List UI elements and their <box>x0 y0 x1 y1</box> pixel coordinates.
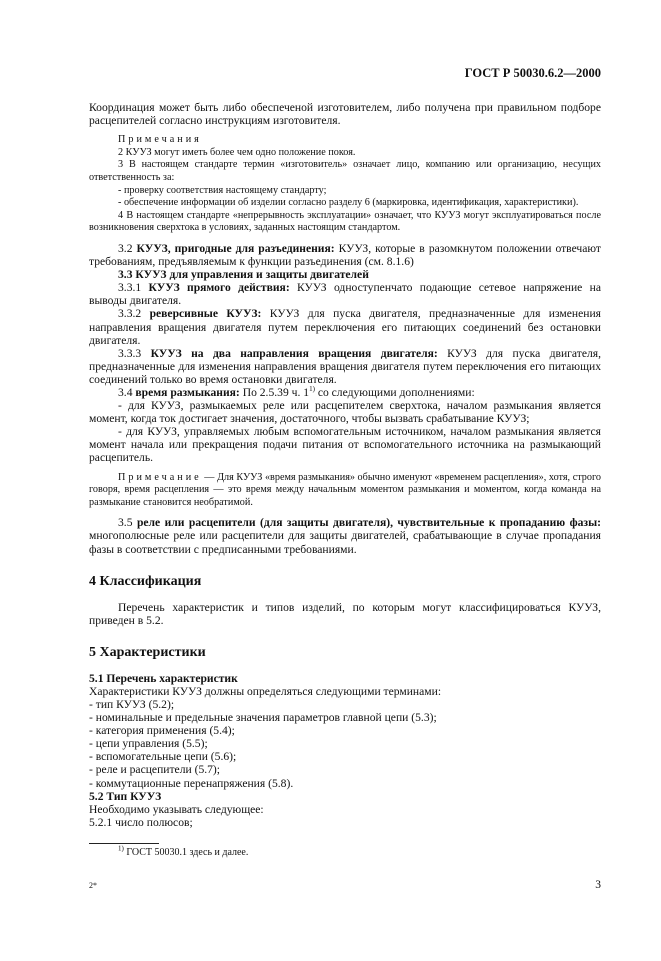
note-text: — Для КУУЗ «время размыкания» обычно именуют «временем расцепления», хотя, строго говоря, время расцепления — это время между начальным моментом размыкания и моментом, когда команда на размыкание становится необратимой. <box>89 471 601 508</box>
clause-5-1-text: Характеристики КУУЗ должны определяться следующими терминами: <box>89 684 442 698</box>
page-body <box>89 101 601 829</box>
clause-3-4-a: - для КУУЗ, размыкаемых реле или расцепителем сверхтока, началом размыкания является момент, когда ток достигает значения, достаточного, чтобы вызвать срабатывание КУУЗ; <box>89 399 601 426</box>
definition: КУУЗ, которые в разомкнутом положении отвечают требованиям, предъявляемым к функции разъединения (см. 8.1.6) <box>89 241 601 269</box>
definition: По 2.5.39 ч. 1 <box>239 385 310 399</box>
note-title: Примечание <box>118 471 202 483</box>
list-item: - коммутационные перенапряжения (5.8). <box>89 776 294 790</box>
footnote-text: ГОСТ 50030.1 здесь и далее. <box>123 846 249 858</box>
definition: КУУЗ для пуска двигателя, предназначенные для изменения направления вращения двигателя путем переключения его питающих соединений без остановки двигателя. <box>89 307 601 347</box>
clause-num: 3.2 <box>118 241 137 255</box>
note-3a: - проверку соответствия настоящему стандарту; <box>118 184 327 196</box>
clause-5-1 <box>89 672 601 685</box>
section-4-text: Перечень характеристик и типов изделий, по которым могут классифицироваться КУУЗ, приведен в 5.2. <box>89 600 601 627</box>
document-header: ГОСТ Р 50030.6.2—2000 <box>464 66 601 80</box>
clause-3-3-3 <box>89 347 601 386</box>
intro-paragraph: Координация может быть либо обеспеченой изготовителем, либо получена при правильном подборе расцепителей согласно инструкциям изготовителя. <box>89 101 601 128</box>
list-item: - реле и расцепители (5.7); <box>89 763 221 777</box>
clause-3-4 <box>89 386 601 399</box>
note-3b: - обеспечение информации об изделии согласно разделу 6 (маркировка, идентификация, характеристики). <box>118 197 579 209</box>
term: реле или расцепители (для защиты двигателя), чувствительные к пропаданию фазы: <box>136 516 601 530</box>
signature-mark: 2* <box>89 880 97 890</box>
page-bar <box>89 879 601 891</box>
clause-num: 3.3.2 <box>118 307 150 321</box>
list-item: - цепи управления (5.5); <box>89 737 208 751</box>
note-3-4 <box>89 472 601 510</box>
section-5-title: 5 Характеристики <box>89 644 206 660</box>
clause-5-2-1: 5.2.1 число полюсов; <box>89 815 193 829</box>
definition: многополюсные реле или расцепители для защиты двигателей, срабатывающие в случае пропадания фазы в соответствии с предписанными требованиями. <box>89 529 601 556</box>
definition-cont: со следующими дополнениями: <box>314 385 475 399</box>
notes-block <box>89 134 601 235</box>
clause-3-2 <box>89 242 601 268</box>
term: КУУЗ прямого действия: <box>148 281 290 295</box>
definition: КУУЗ для пуска двигателя, предназначенные для изменения направления вращения двигателя путем переключения его питающих соединений только во время остановки двигателя. <box>89 346 601 386</box>
footnote-ref: 1) <box>309 385 315 394</box>
clause-3-5 <box>89 516 601 555</box>
term: время размыкания: <box>135 385 240 399</box>
list-item: - тип КУУЗ (5.2); <box>89 697 175 711</box>
clause-3-3 <box>89 268 601 281</box>
clause-5-2 <box>89 790 601 803</box>
clause-num: 3.4 <box>118 385 136 399</box>
subheading: 5.1 Перечень характеристик <box>89 671 238 685</box>
note-3: 3 В настоящем стандарте термин «изготовитель» означает лицо, компанию или организацию, несущих ответственность за: <box>89 159 601 183</box>
clause-3-3-2 <box>89 307 601 346</box>
notes-title: Примечания <box>118 134 202 146</box>
term: КУУЗ, пригодные для разъединения: <box>136 241 335 255</box>
clause-num: 3.5 <box>118 516 137 530</box>
list-item: - номинальные и предельные значения параметров главной цепи (5.3); <box>89 711 437 725</box>
clause-3-4-b: - для КУУЗ, управляемых любым вспомогательным источником, началом размыкания является момент начала или прекращения подачи питания от вспомогательного источника на размыкающий расцепитель. <box>89 425 601 465</box>
clause-num: 3.3.1 <box>118 281 149 295</box>
page-number: 3 <box>595 878 601 891</box>
term: реверсивные КУУЗ: <box>149 307 262 321</box>
note-2: 2 КУУЗ могут иметь более чем одно положение покоя. <box>118 146 356 158</box>
footnote <box>89 844 601 859</box>
subheading: 5.2 Тип КУУЗ <box>89 789 162 803</box>
note-4: 4 В настоящем стандарте «непрерывность эксплуатации» означает, что КУУЗ могут эксплуатироваться после возникновения сверхтока в условиях, заданных настоящим стандартом. <box>89 209 601 234</box>
term: КУУЗ на два направления вращения двигателя: <box>150 346 438 360</box>
list-item: - категория применения (5.4); <box>89 724 235 738</box>
footnote-divider <box>89 843 159 844</box>
clause-num: 3.3.3 <box>118 346 151 360</box>
section-4-title: 4 Классификация <box>89 573 202 589</box>
clause-5-2-text: Необходимо указывать следующее: <box>89 802 264 816</box>
footnote-mark: 1) <box>118 844 124 853</box>
page-footer <box>89 829 601 891</box>
subheading: 3.3 КУУЗ для управления и защиты двигателей <box>118 268 369 282</box>
list-item: - вспомогательные цепи (5.6); <box>89 750 237 764</box>
clause-3-3-1 <box>89 281 601 307</box>
definition: КУУЗ одноступенчато подающие сетевое напряжение на выводы двигателя. <box>89 281 601 308</box>
